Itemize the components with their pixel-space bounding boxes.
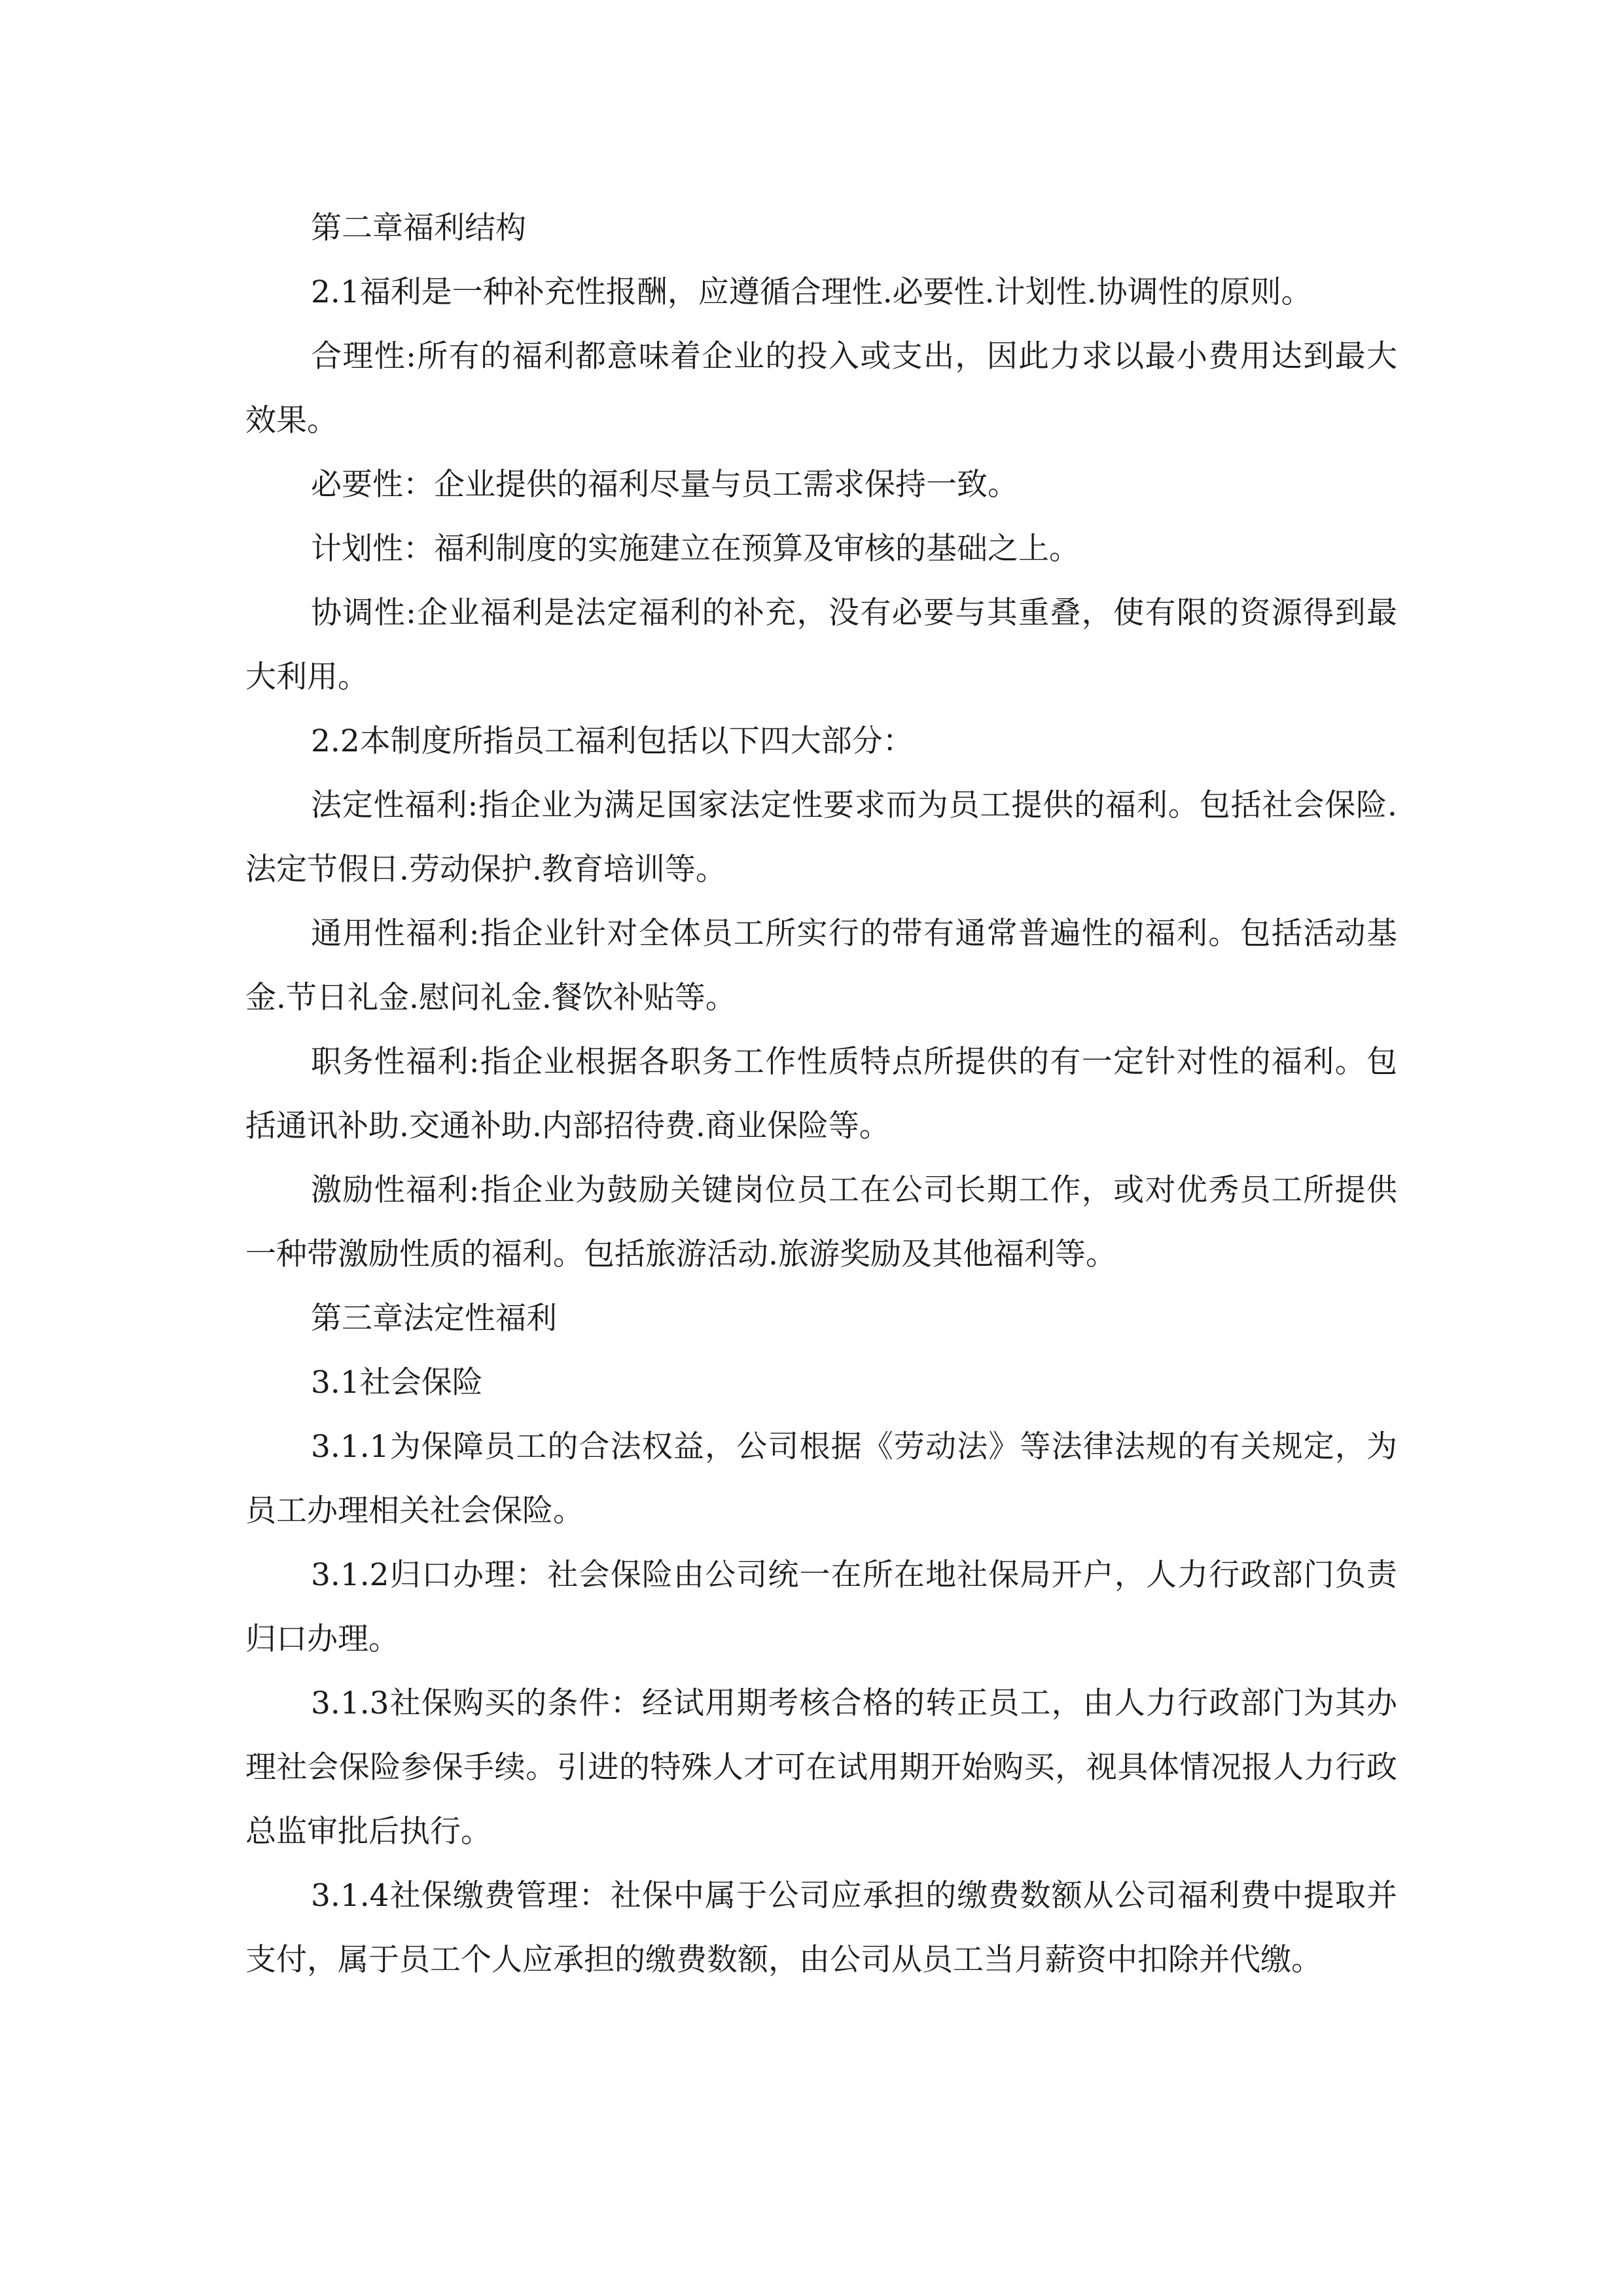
paragraph: 3.1.2归口办理：社会保险由公司统一在所在地社保局开户，人力行政部门负责归口办理。 <box>245 1557 1397 1657</box>
paragraph: 法定性福利:指企业为满足国家法定性要求而为员工提供的福利。包括社会保险.法定节假日.劳动保护.教育培训等。 <box>245 787 1397 888</box>
paragraph: 通用性福利:指企业针对全体员工所实行的带有通常普遍性的福利。包括活动基金.节日礼金.慰问礼金.餐饮补贴等。 <box>245 916 1397 1016</box>
paragraph: 3.1.1为保障员工的合法权益，公司根据《劳动法》等法律法规的有关规定，为员工办理相关社会保险。 <box>245 1429 1397 1529</box>
chapter-heading: 第二章福利结构 <box>311 210 526 246</box>
paragraph: 职务性福利:指企业根据各职务工作性质特点所提供的有一定针对性的福利。包括通讯补助.交通补助.内部招待费.商业保险等。 <box>245 1044 1397 1144</box>
paragraph: 2.1福利是一种补充性报酬，应遵循合理性.必要性.计划性.协调性的原则。 <box>311 274 1312 310</box>
chapter-heading: 第三章法定性福利 <box>311 1300 557 1336</box>
paragraph: 激励性福利:指企业为鼓励关键岗位员工在公司长期工作，或对优秀员工所提供一种带激励性质的福利。包括旅游活动.旅游奖励及其他福利等。 <box>245 1172 1397 1272</box>
paragraph: 计划性：福利制度的实施建立在预算及审核的基础之上。 <box>311 531 1080 567</box>
paragraph: 协调性:企业福利是法定福利的补充，没有必要与其重叠，使有限的资源得到最大利用。 <box>245 595 1397 695</box>
paragraph: 3.1.4社保缴费管理：社保中属于公司应承担的缴费数额从公司福利费中提取并支付，属于员工个人应承担的缴费数额，由公司从员工当月薪资中扣除并代缴。 <box>245 1878 1397 1978</box>
document-body <box>245 196 1397 1992</box>
paragraph: 合理性:所有的福利都意味着企业的投入或支出，因此力求以最小费用达到最大效果。 <box>245 338 1397 439</box>
paragraph: 2.2本制度所指员工福利包括以下四大部分： <box>311 723 914 759</box>
paragraph: 3.1.3社保购买的条件：经试用期考核合格的转正员工，由人力行政部门为其办理社会保险参保手续。引进的特殊人才可在试用期开始购买，视具体情况报人力行政总监审批后执行。 <box>245 1685 1397 1850</box>
section-heading: 3.1社会保险 <box>311 1365 483 1401</box>
paragraph: 必要性：企业提供的福利尽量与员工需求保持一致。 <box>311 467 1018 503</box>
